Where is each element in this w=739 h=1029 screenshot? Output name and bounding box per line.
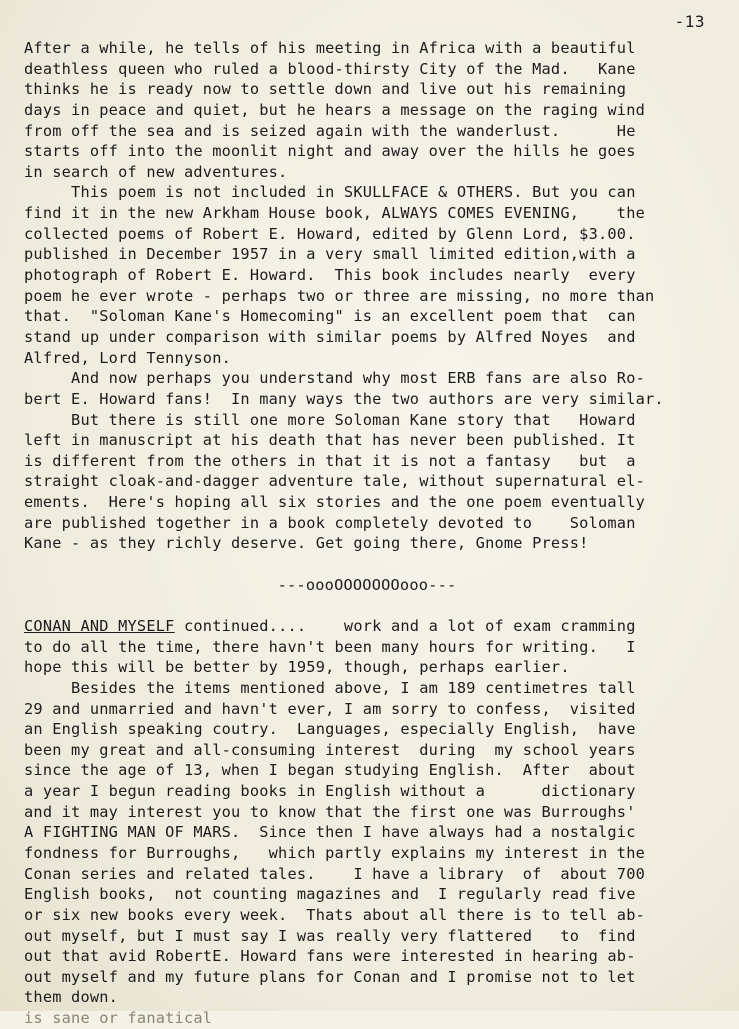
text-line: poem he ever wrote - perhaps two or three are missing, no more than xyxy=(24,286,655,305)
text-line: out myself and my future plans for Conan and I promise not to let xyxy=(24,967,636,986)
text-line: thinks he is ready now to settle down and live out his remaining xyxy=(24,80,627,99)
text-line: ements. Here's hoping all six stories and the one poem eventually xyxy=(24,493,646,512)
text-line: A FIGHTING MAN OF MARS. Since then I have always had a nostalgic xyxy=(24,823,636,842)
text-line: that. "Soloman Kane's Homecoming" is an excellent poem that can xyxy=(24,307,636,326)
text-line: an English speaking coutry. Languages, especially English, have xyxy=(24,720,636,739)
text-line: photograph of Robert E. Howard. This book includes nearly every xyxy=(24,266,636,285)
text-line: a year I begun reading books in English without a dictionary xyxy=(24,782,636,801)
text-line: published in December 1957 in a very small limited edition,with a xyxy=(24,245,636,264)
text-line xyxy=(24,595,710,616)
text-line: from off the sea and is seized again with the wanderlust. He xyxy=(24,121,636,140)
text-line: starts off into the moonlit night and away over the hills he goes xyxy=(24,142,636,161)
text-line: in search of new adventures. xyxy=(24,162,288,181)
text-line: or six new books every week. Thats about all there is to tell ab- xyxy=(24,905,646,924)
text-line: straight cloak-and-dagger adventure tale, without supernatural el- xyxy=(24,472,646,491)
section-heading-line xyxy=(24,616,710,637)
text-line: deathless queen who ruled a blood-thirsty City of the Mad. Kane xyxy=(24,59,636,78)
text-line: Alfred, Lord Tennyson. xyxy=(24,348,232,367)
text-line: This poem is not included in SKULLFACE & OTHERS. But you can xyxy=(24,183,636,202)
text-line: Kane - as they richly deserve. Get going there, Gnome Press! xyxy=(24,534,589,553)
text-line: stand up under comparison with similar poems by Alfred Noyes and xyxy=(24,327,636,346)
text-line: fondness for Burroughs, which partly explains my interest in the xyxy=(24,843,646,862)
text-line: are published together in a book completely devoted to Soloman xyxy=(24,513,636,532)
text-line: is different from the others in that it is not a fantasy but a xyxy=(24,451,636,470)
bleed-through-text: is sane or fanatical xyxy=(24,1009,213,1028)
page-number: -13 xyxy=(674,12,705,31)
text-line: After a while, he tells of his meeting in Africa with a beautiful xyxy=(24,39,636,57)
page-body xyxy=(24,38,710,1029)
text-line: been my great and all-consuming interest during my school years xyxy=(24,740,636,759)
text-line: Conan series and related tales. I have a library of about 700 xyxy=(24,864,646,883)
text-line xyxy=(24,554,710,575)
text-line: them down. xyxy=(24,988,119,1007)
text-line: since the age of 13, when I began studying English. After about xyxy=(24,761,636,780)
text-line: left in manuscript at his death that has never been published. It xyxy=(24,431,636,450)
text-line: collected poems of Robert E. Howard, edited by Glenn Lord, $3.00. xyxy=(24,224,636,243)
text-line: bert E. Howard fans! In many ways the two authors are very similar. xyxy=(24,389,664,408)
text-line: hope this will be better by 1959, though, perhaps earlier. xyxy=(24,658,570,677)
section-separator: ---oooOOOOOOOooo--- xyxy=(277,575,457,594)
text-line: out that avid RobertE. Howard fans were interested in hearing ab- xyxy=(24,947,636,966)
text-line: 29 and unmarried and havn't ever, I am sorry to confess, visited xyxy=(24,699,636,718)
section-heading: CONAN AND MYSELF xyxy=(24,616,175,635)
text-line: Besides the items mentioned above, I am 189 centimetres tall xyxy=(24,678,636,697)
text-line: And now perhaps you understand why most ERB fans are also Ro- xyxy=(24,369,646,388)
text-line: English books, not counting magazines and I regularly read five xyxy=(24,885,636,904)
text-line: and it may interest you to know that the first one was Burroughs' xyxy=(24,802,636,821)
text-line: out myself, but I must say I was really very flattered to find xyxy=(24,926,636,945)
text-line: find it in the new Arkham House book, ALWAYS COMES EVENING, the xyxy=(24,204,646,223)
text-line: But there is still one more Soloman Kane story that Howard xyxy=(24,410,636,429)
text-line: days in peace and quiet, but he hears a message on the raging wind xyxy=(24,100,646,119)
section-heading-continuation: continued.... work and a lot of exam cramming xyxy=(174,616,636,635)
text-line: to do all the time, there havn't been many hours for writing. I xyxy=(24,637,636,656)
